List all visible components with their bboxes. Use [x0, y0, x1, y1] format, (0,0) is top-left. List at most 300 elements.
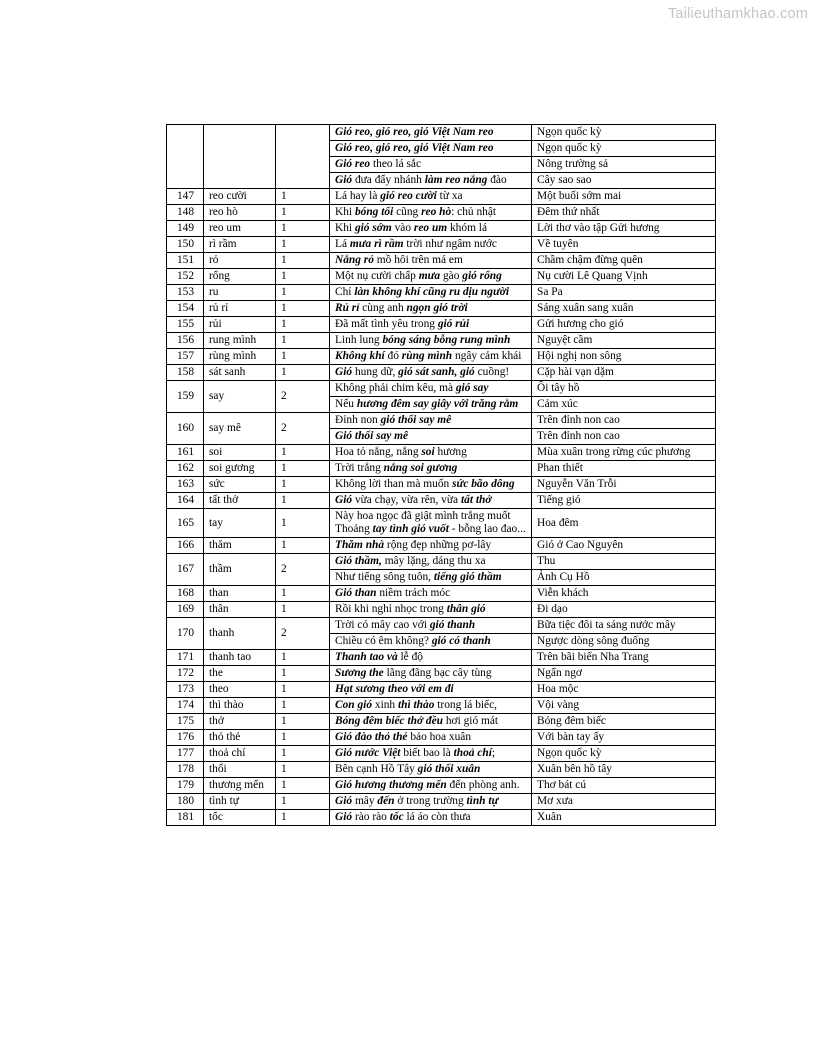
- highlighted-phrase: nắng soi gương: [383, 462, 458, 474]
- entry-word: thỏ thẻ: [204, 730, 276, 746]
- highlighted-phrase: gió thanh: [429, 619, 476, 631]
- table-row: [167, 493, 716, 509]
- example-line: [330, 634, 532, 650]
- example-text: Khi: [335, 206, 355, 218]
- entry-count: 1: [276, 477, 330, 493]
- source-poem: Mùa xuân trong rừng cúc phương: [532, 445, 716, 461]
- example-line: [330, 189, 532, 205]
- highlighted-phrase: reo um: [413, 222, 448, 234]
- table-row: [167, 586, 716, 602]
- example-text: mồ hôi trên má em: [373, 254, 463, 266]
- example-text: Bên cạnh Hồ Tây: [335, 763, 418, 775]
- source-poem: Vội vàng: [532, 698, 716, 714]
- entry-number: 167: [167, 554, 204, 586]
- example-text: đó: [384, 350, 402, 362]
- entry-word: rủi: [204, 317, 276, 333]
- entry-count: 1: [276, 746, 330, 762]
- source-poem: Xuân: [532, 810, 716, 826]
- table-row: [167, 445, 716, 461]
- highlighted-phrase: gió thổi xuân: [417, 763, 481, 775]
- example-line: [330, 205, 532, 221]
- example-line: [330, 237, 532, 253]
- example-text: ;: [491, 747, 496, 759]
- example-text: Nếu: [335, 398, 357, 410]
- source-poem: Bữa tiệc đôi ta sáng nước mây: [532, 618, 716, 634]
- entry-count: 1: [276, 586, 330, 602]
- table-row: [167, 269, 716, 285]
- source-poem: Nụ cười Lê Quang Vịnh: [532, 269, 716, 285]
- example-text: vừa chạy, vừa rên, vừa: [352, 494, 461, 506]
- entry-count: 1: [276, 778, 330, 794]
- entry-number: 165: [167, 509, 204, 538]
- example-text: hung dữ,: [352, 366, 399, 378]
- table-row: [167, 666, 716, 682]
- table-row: [167, 778, 716, 794]
- example-text: ngây cảm khái: [452, 350, 522, 362]
- example-line: [330, 762, 532, 778]
- example-text: ở trong trường: [394, 795, 467, 807]
- highlighted-phrase: tay tình gió vuốt: [372, 523, 449, 535]
- entry-number: 170: [167, 618, 204, 650]
- entry-number: 172: [167, 666, 204, 682]
- example-line: [330, 666, 532, 682]
- entry-number: 176: [167, 730, 204, 746]
- highlighted-phrase: gió có thanh: [431, 635, 491, 647]
- source-poem: Sa Pa: [532, 285, 716, 301]
- example-text: rộng đẹp những pơ-lây: [384, 539, 492, 551]
- highlighted-phrase: làn không khí cũng ru dịu người: [354, 286, 510, 298]
- example-text: theo lá sắc: [370, 158, 422, 170]
- example-text: trong lá biếc,: [434, 699, 498, 711]
- table-row: [167, 333, 716, 349]
- entry-count: 1: [276, 682, 330, 698]
- highlighted-phrase: gió rủi: [437, 318, 470, 330]
- highlighted-phrase: Thăm nhà: [335, 539, 385, 551]
- table-row: [167, 253, 716, 269]
- example-line: [330, 554, 532, 570]
- entry-number: 163: [167, 477, 204, 493]
- entry-count: 2: [276, 554, 330, 586]
- table-row: [167, 125, 716, 141]
- example-text: hơi gió mát: [443, 715, 499, 727]
- entry-count: 1: [276, 666, 330, 682]
- entry-count: 1: [276, 730, 330, 746]
- entry-word: the: [204, 666, 276, 682]
- entry-word: thăm: [204, 538, 276, 554]
- example-text: rào rào: [352, 811, 390, 823]
- highlighted-phrase: Gió: [335, 811, 353, 823]
- example-text: bảo hoa xuân: [407, 731, 472, 743]
- example-line: [330, 714, 532, 730]
- source-poem: Tiếng gió: [532, 493, 716, 509]
- highlighted-phrase: Sương the: [335, 667, 384, 679]
- table-row: [167, 730, 716, 746]
- entry-number: 154: [167, 301, 204, 317]
- entry-word: say mê: [204, 413, 276, 445]
- highlighted-phrase: Con gió: [335, 699, 373, 711]
- example-text: đưa đẩy nhánh: [352, 174, 425, 186]
- example-text: lãng đãng bạc cây tùng: [383, 667, 492, 679]
- source-poem: Với bàn tay ấy: [532, 730, 716, 746]
- highlighted-phrase: sức bão dông: [452, 478, 515, 490]
- entry-word: rủ rỉ: [204, 301, 276, 317]
- entry-number: 174: [167, 698, 204, 714]
- example-text: Thoảng: [335, 523, 373, 535]
- table-row: [167, 317, 716, 333]
- example-text: : chủ nhật: [451, 206, 497, 218]
- table-row: [167, 381, 716, 397]
- example-line: [330, 477, 532, 493]
- source-poem: Bóng đêm biếc: [532, 714, 716, 730]
- example-line: [330, 429, 532, 445]
- example-text: - bỗng lao đao...: [448, 523, 526, 535]
- entry-word: reo um: [204, 221, 276, 237]
- table-row: [167, 698, 716, 714]
- entry-count: 2: [276, 413, 330, 445]
- example-text: Rồi khi nghỉ nhọc trong: [335, 603, 447, 615]
- entry-word: thầm: [204, 554, 276, 586]
- example-text: xinh: [372, 699, 398, 711]
- entry-word: soi: [204, 445, 276, 461]
- example-line: [330, 602, 532, 618]
- example-line: [330, 586, 532, 602]
- source-poem: Ngọn quốc kỳ: [532, 746, 716, 762]
- entry-count: 1: [276, 650, 330, 666]
- highlighted-phrase: Gió: [335, 174, 353, 186]
- example-line: [330, 157, 532, 173]
- example-text: Khi: [335, 222, 355, 234]
- source-poem: Ảnh Cụ Hồ: [532, 570, 716, 586]
- entry-count: 1: [276, 762, 330, 778]
- highlighted-phrase: Không khí: [335, 350, 385, 362]
- example-text: đến phòng anh.: [446, 779, 520, 791]
- source-poem: Thu: [532, 554, 716, 570]
- source-poem: Hoa đêm: [532, 509, 716, 538]
- entry-number: 158: [167, 365, 204, 381]
- example-line: [330, 173, 532, 189]
- example-text: Chiều có êm không?: [335, 635, 432, 647]
- example-line: [330, 269, 532, 285]
- highlighted-phrase: tốc: [389, 811, 404, 823]
- example-line: [330, 333, 532, 349]
- table-row: [167, 509, 716, 538]
- source-poem: Ôi tây hồ: [532, 381, 716, 397]
- source-poem: Mơ xưa: [532, 794, 716, 810]
- entry-number: 161: [167, 445, 204, 461]
- example-line: [330, 125, 532, 141]
- example-text: Hoa tỏ nắng, nắng: [335, 446, 422, 458]
- entry-word: thanh: [204, 618, 276, 650]
- highlighted-phrase: tình tự: [466, 795, 499, 807]
- table-row: [167, 349, 716, 365]
- entry-count: 2: [276, 618, 330, 650]
- entry-number: 149: [167, 221, 204, 237]
- highlighted-phrase: gió say: [455, 382, 489, 394]
- example-line: [330, 493, 532, 509]
- entry-number: 168: [167, 586, 204, 602]
- table-row: [167, 237, 716, 253]
- entry-number: 150: [167, 237, 204, 253]
- entry-word: thân: [204, 602, 276, 618]
- highlighted-phrase: thoả chí: [453, 747, 492, 759]
- table-row: [167, 618, 716, 634]
- example-text: trời như ngâm nước: [403, 238, 497, 250]
- source-poem: Về tuyên: [532, 237, 716, 253]
- example-text: cùng anh: [359, 302, 407, 314]
- highlighted-phrase: Gió thầm,: [335, 555, 382, 567]
- entry-word: tình tự: [204, 794, 276, 810]
- entry-number: 164: [167, 493, 204, 509]
- table-row: [167, 538, 716, 554]
- entry-number: 181: [167, 810, 204, 826]
- highlighted-phrase: tiếng gió thầm: [433, 571, 502, 583]
- example-text: khóm lá: [447, 222, 488, 234]
- highlighted-phrase: gió reo cười: [380, 190, 437, 202]
- entry-count: 1: [276, 237, 330, 253]
- word-usage-table: [166, 124, 716, 826]
- example-line: [330, 413, 532, 429]
- entry-count: 1: [276, 317, 330, 333]
- table-row: [167, 650, 716, 666]
- highlighted-phrase: Nắng rỏ: [335, 254, 374, 266]
- table-row: [167, 682, 716, 698]
- entry-number: [167, 125, 204, 189]
- entry-number: 157: [167, 349, 204, 365]
- example-text: Lá hay là: [335, 190, 381, 202]
- entry-count: 1: [276, 365, 330, 381]
- entry-count: 1: [276, 285, 330, 301]
- source-poem: Sáng xuân sang xuân: [532, 301, 716, 317]
- highlighted-phrase: Hạt sương theo với em đi: [335, 683, 454, 695]
- example-line: [330, 618, 532, 634]
- source-poem: Ngọn quốc kỳ: [532, 141, 716, 157]
- table-row: [167, 602, 716, 618]
- entry-number: 151: [167, 253, 204, 269]
- entry-number: 180: [167, 794, 204, 810]
- example-line: [330, 682, 532, 698]
- table-row: [167, 221, 716, 237]
- source-poem: Gửi hương cho gió: [532, 317, 716, 333]
- example-line: [330, 445, 532, 461]
- example-text: mây: [352, 795, 378, 807]
- highlighted-phrase: ngọn gió trời: [406, 302, 468, 314]
- table-row: [167, 762, 716, 778]
- entry-word: [204, 125, 276, 189]
- highlighted-phrase: rùng mình: [401, 350, 453, 362]
- entry-number: 147: [167, 189, 204, 205]
- example-text: Một nụ cười chấp: [335, 270, 419, 282]
- entry-word: than: [204, 586, 276, 602]
- example-text: mây lặng, dáng thu xa: [381, 555, 486, 567]
- highlighted-phrase: soi: [421, 446, 435, 458]
- highlighted-phrase: Gió hương thương mến: [335, 779, 447, 791]
- entry-count: 1: [276, 538, 330, 554]
- entry-count: 1: [276, 602, 330, 618]
- highlighted-phrase: gió sớm: [354, 222, 392, 234]
- source-poem: Cảm xúc: [532, 397, 716, 413]
- example-line: [330, 538, 532, 554]
- example-text: hương: [434, 446, 467, 458]
- table-row: [167, 714, 716, 730]
- entry-word: thương mến: [204, 778, 276, 794]
- source-poem: Nguyệt cầm: [532, 333, 716, 349]
- table-row: [167, 189, 716, 205]
- entry-word: thoả chí: [204, 746, 276, 762]
- highlighted-phrase: gió rổng: [462, 270, 502, 282]
- entry-number: 166: [167, 538, 204, 554]
- table-row: [167, 301, 716, 317]
- highlighted-phrase: làm reo nắng: [424, 174, 488, 186]
- example-line: [330, 746, 532, 762]
- table-row: [167, 365, 716, 381]
- source-poem: Viễn khách: [532, 586, 716, 602]
- source-poem: Phan thiết: [532, 461, 716, 477]
- source-poem: Đêm thứ nhất: [532, 205, 716, 221]
- entry-word: rì rầm: [204, 237, 276, 253]
- example-text: Như tiếng sông tuôn,: [335, 571, 434, 583]
- example-text: lá áo còn thưa: [403, 811, 471, 823]
- entry-number: 173: [167, 682, 204, 698]
- entry-word: ru: [204, 285, 276, 301]
- entry-count: 1: [276, 714, 330, 730]
- example-line: [330, 698, 532, 714]
- entry-count: 1: [276, 349, 330, 365]
- entry-count: 1: [276, 461, 330, 477]
- example-text: Đỉnh non: [335, 414, 381, 426]
- entry-word: thổi: [204, 762, 276, 778]
- example-text: Đã mất tình yêu trong: [335, 318, 438, 330]
- example-line: [330, 650, 532, 666]
- example-line: [330, 794, 532, 810]
- source-poem: Ngẩn ngơ: [532, 666, 716, 682]
- example-text: Không lời than mà muốn: [335, 478, 453, 490]
- example-text: Trời có mây cao với: [335, 619, 430, 631]
- entry-word: thở: [204, 714, 276, 730]
- example-line: [330, 461, 532, 477]
- example-line: [330, 317, 532, 333]
- example-line: [330, 381, 532, 397]
- entry-word: theo: [204, 682, 276, 698]
- entry-word: say: [204, 381, 276, 413]
- example-text: Chỉ: [335, 286, 355, 298]
- source-poem: Cặp hài vạn dặm: [532, 365, 716, 381]
- highlighted-phrase: Gió: [335, 795, 353, 807]
- table-row: [167, 285, 716, 301]
- source-poem: Chầm chậm đừng quên: [532, 253, 716, 269]
- entry-count: 1: [276, 205, 330, 221]
- source-poem: Thơ bát cú: [532, 778, 716, 794]
- entry-number: 155: [167, 317, 204, 333]
- highlighted-phrase: Gió reo: [335, 158, 371, 170]
- highlighted-phrase: hương đêm say giây với trăng rằm: [356, 398, 519, 410]
- example-line: [330, 285, 532, 301]
- source-poem: Gió ở Cao Nguyên: [532, 538, 716, 554]
- example-text: biết bao là: [400, 747, 454, 759]
- entry-word: thì thào: [204, 698, 276, 714]
- source-poem: Nguyễn Văn Trỗi: [532, 477, 716, 493]
- highlighted-phrase: Gió: [335, 366, 353, 378]
- highlighted-phrase: reo hò: [421, 206, 452, 218]
- example-text: lễ độ: [397, 651, 423, 663]
- table-row: [167, 205, 716, 221]
- entry-number: 153: [167, 285, 204, 301]
- highlighted-phrase: tất thở: [460, 494, 492, 506]
- example-text: Lá: [335, 238, 350, 250]
- entry-count: 1: [276, 493, 330, 509]
- source-poem: Hội nghị non sông: [532, 349, 716, 365]
- example-text: đào: [487, 174, 507, 186]
- table-row: [167, 810, 716, 826]
- source-poem: Nông trường sả: [532, 157, 716, 173]
- entry-count: 1: [276, 269, 330, 285]
- source-poem: Hoa mộc: [532, 682, 716, 698]
- example-line: [330, 221, 532, 237]
- entry-number: 148: [167, 205, 204, 221]
- entry-word: reo hò: [204, 205, 276, 221]
- entry-word: rung mình: [204, 333, 276, 349]
- example-line: [330, 253, 532, 269]
- example-text: Linh lung: [335, 334, 383, 346]
- entry-word: reo cười: [204, 189, 276, 205]
- entry-number: 156: [167, 333, 204, 349]
- highlighted-phrase: Gió nước Việt: [335, 747, 401, 759]
- entry-count: 1: [276, 810, 330, 826]
- entry-count: [276, 125, 330, 189]
- source-poem: Lời thơ vào tập Gửi hương: [532, 221, 716, 237]
- entry-word: rùng mình: [204, 349, 276, 365]
- highlighted-phrase: mưa rì rầm: [349, 238, 404, 250]
- table-body: [167, 125, 716, 826]
- source-poem: Trên bãi biển Nha Trang: [532, 650, 716, 666]
- entry-word: rỏ: [204, 253, 276, 269]
- table-row: [167, 554, 716, 570]
- highlighted-phrase: Gió than: [335, 587, 377, 599]
- watermark: Tailieuthamkhao.com: [667, 6, 808, 22]
- entry-count: 1: [276, 794, 330, 810]
- source-poem: Ngọn quốc kỳ: [532, 125, 716, 141]
- highlighted-phrase: Gió reo, gió reo, gió Việt Nam reo: [335, 126, 494, 138]
- example-line: [330, 570, 532, 586]
- entry-word: tốc: [204, 810, 276, 826]
- source-poem: Một buổi sớm mai: [532, 189, 716, 205]
- entry-count: 1: [276, 698, 330, 714]
- example-line: [330, 141, 532, 157]
- highlighted-phrase: Gió đào thỏ thẻ: [335, 731, 408, 743]
- entry-number: 171: [167, 650, 204, 666]
- entry-count: 1: [276, 221, 330, 237]
- entry-count: 1: [276, 253, 330, 269]
- example-text: từ xa: [436, 190, 463, 202]
- entry-number: 162: [167, 461, 204, 477]
- entry-count: 1: [276, 301, 330, 317]
- entry-count: 1: [276, 445, 330, 461]
- source-poem: Trên đỉnh non cao: [532, 413, 716, 429]
- example-line: [330, 810, 532, 826]
- highlighted-phrase: Thanh tao và: [335, 651, 398, 663]
- source-poem: Trên đỉnh non cao: [532, 429, 716, 445]
- entry-word: sát sanh: [204, 365, 276, 381]
- example-line: [330, 730, 532, 746]
- example-line: [330, 778, 532, 794]
- highlighted-phrase: Rủ rỉ: [335, 302, 360, 314]
- example-line: [330, 301, 532, 317]
- entry-word: soi gương: [204, 461, 276, 477]
- table-row: [167, 461, 716, 477]
- example-text: gào: [440, 270, 463, 282]
- highlighted-phrase: Bóng đêm biếc thở đều: [335, 715, 443, 727]
- example-line: [330, 397, 532, 413]
- highlighted-phrase: Gió thổi say mê: [335, 430, 409, 442]
